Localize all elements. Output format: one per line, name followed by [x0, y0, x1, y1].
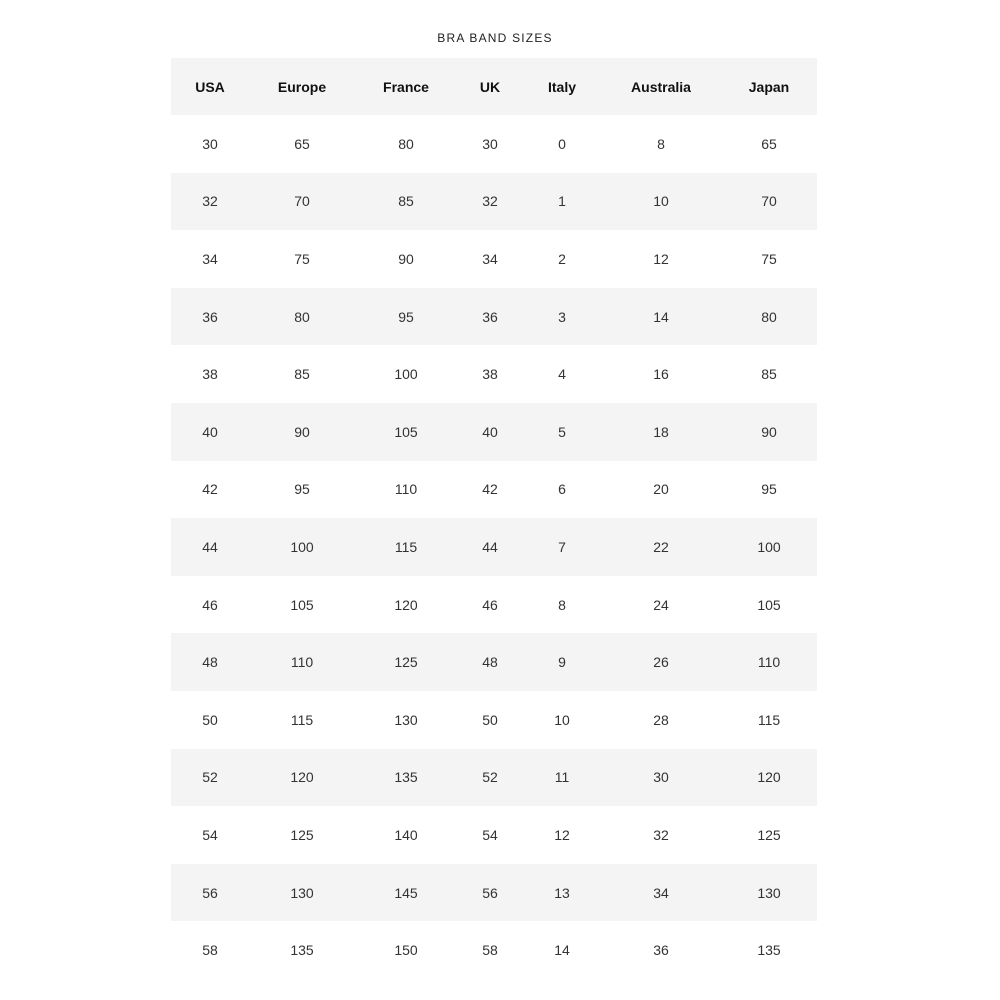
- column-header-france: France: [383, 78, 429, 95]
- cell-usa: 44: [202, 538, 218, 555]
- cell-usa: 46: [202, 596, 218, 613]
- cell-japan: 120: [757, 769, 781, 786]
- cell-italy: 10: [554, 711, 570, 728]
- cell-uk: 56: [482, 884, 498, 901]
- table-title: BRA BAND SIZES: [437, 31, 553, 45]
- cell-europe: 125: [290, 826, 314, 843]
- cell-europe: 70: [294, 193, 310, 210]
- table-row: [171, 576, 817, 634]
- cell-usa: 58: [202, 942, 218, 959]
- cell-australia: 34: [653, 884, 669, 901]
- cell-italy: 9: [558, 654, 566, 671]
- cell-italy: 4: [558, 366, 566, 383]
- table-row: [171, 806, 817, 864]
- cell-uk: 44: [482, 538, 498, 555]
- cell-usa: 52: [202, 769, 218, 786]
- cell-australia: 28: [653, 711, 669, 728]
- cell-europe: 120: [290, 769, 314, 786]
- cell-europe: 130: [290, 884, 314, 901]
- column-header-usa: USA: [195, 78, 225, 95]
- cell-australia: 16: [653, 366, 669, 383]
- table-row: [171, 345, 817, 403]
- cell-usa: 40: [202, 423, 218, 440]
- cell-europe: 115: [290, 711, 314, 728]
- cell-usa: 36: [202, 308, 218, 325]
- column-header-europe: Europe: [277, 78, 327, 95]
- table-row: [171, 691, 817, 749]
- cell-australia: 20: [653, 481, 669, 498]
- cell-europe: 85: [294, 366, 310, 383]
- cell-japan: 65: [761, 135, 777, 152]
- cell-usa: 38: [202, 366, 218, 383]
- cell-uk: 58: [482, 942, 498, 959]
- cell-italy: 13: [554, 884, 570, 901]
- cell-uk: 34: [482, 250, 498, 267]
- table-row: [171, 173, 817, 231]
- cell-italy: 11: [554, 769, 570, 786]
- cell-france: 110: [394, 481, 418, 498]
- cell-uk: 30: [482, 135, 498, 152]
- table-row: [171, 403, 817, 461]
- cell-australia: 36: [653, 942, 669, 959]
- cell-france: 100: [394, 366, 418, 383]
- cell-france: 125: [394, 654, 418, 671]
- cell-italy: 14: [554, 942, 570, 959]
- cell-usa: 50: [202, 711, 218, 728]
- cell-japan: 115: [757, 711, 781, 728]
- cell-italy: 5: [558, 423, 566, 440]
- cell-uk: 50: [482, 711, 498, 728]
- cell-france: 85: [398, 193, 414, 210]
- cell-italy: 2: [558, 250, 566, 267]
- cell-australia: 32: [653, 826, 669, 843]
- cell-france: 135: [394, 769, 418, 786]
- cell-usa: 32: [202, 193, 218, 210]
- cell-japan: 95: [761, 481, 777, 498]
- table-row: [171, 749, 817, 807]
- cell-italy: 6: [558, 481, 566, 498]
- cell-uk: 42: [482, 481, 498, 498]
- cell-france: 120: [394, 596, 418, 613]
- table-row: [171, 921, 817, 979]
- bra-band-size-table: [171, 58, 817, 979]
- table-row: [171, 230, 817, 288]
- cell-uk: 36: [482, 308, 498, 325]
- column-header-australia: Australia: [631, 78, 691, 95]
- cell-europe: 105: [290, 596, 314, 613]
- cell-usa: 42: [202, 481, 218, 498]
- cell-europe: 95: [294, 481, 310, 498]
- column-header-uk: UK: [479, 78, 501, 95]
- cell-japan: 75: [761, 250, 777, 267]
- cell-uk: 38: [482, 366, 498, 383]
- cell-uk: 32: [482, 193, 498, 210]
- cell-australia: 10: [653, 193, 669, 210]
- cell-uk: 52: [482, 769, 498, 786]
- cell-europe: 90: [294, 423, 310, 440]
- column-header-italy: Italy: [547, 78, 576, 95]
- cell-japan: 125: [757, 826, 781, 843]
- cell-australia: 24: [653, 596, 669, 613]
- cell-uk: 40: [482, 423, 498, 440]
- cell-usa: 54: [202, 826, 218, 843]
- table-header-row: [171, 58, 817, 115]
- cell-japan: 70: [761, 193, 777, 210]
- cell-france: 140: [394, 826, 418, 843]
- cell-france: 150: [394, 942, 418, 959]
- cell-europe: 75: [294, 250, 310, 267]
- cell-usa: 56: [202, 884, 218, 901]
- cell-france: 145: [394, 884, 418, 901]
- cell-europe: 110: [290, 654, 314, 671]
- cell-australia: 14: [653, 308, 669, 325]
- cell-australia: 26: [653, 654, 669, 671]
- cell-italy: 3: [558, 308, 566, 325]
- cell-uk: 46: [482, 596, 498, 613]
- cell-europe: 80: [294, 308, 310, 325]
- cell-italy: 12: [554, 826, 570, 843]
- cell-italy: 7: [558, 538, 566, 555]
- table-row: [171, 115, 817, 173]
- cell-australia: 22: [653, 538, 669, 555]
- cell-uk: 54: [482, 826, 498, 843]
- table-row: [171, 461, 817, 519]
- cell-japan: 110: [757, 654, 781, 671]
- cell-europe: 100: [290, 538, 314, 555]
- cell-usa: 34: [202, 250, 218, 267]
- cell-japan: 130: [757, 884, 781, 901]
- cell-australia: 18: [653, 423, 669, 440]
- cell-japan: 135: [757, 942, 781, 959]
- cell-france: 130: [394, 711, 418, 728]
- cell-usa: 48: [202, 654, 218, 671]
- cell-australia: 8: [657, 135, 665, 152]
- cell-france: 115: [394, 538, 418, 555]
- cell-japan: 100: [757, 538, 781, 555]
- cell-japan: 105: [757, 596, 781, 613]
- cell-italy: 0: [558, 135, 566, 152]
- table-body: [171, 115, 817, 979]
- cell-europe: 135: [290, 942, 314, 959]
- cell-japan: 85: [761, 366, 777, 383]
- cell-france: 105: [394, 423, 418, 440]
- table-row: [171, 864, 817, 922]
- cell-japan: 80: [761, 308, 777, 325]
- cell-france: 90: [398, 250, 414, 267]
- cell-italy: 8: [558, 596, 566, 613]
- cell-italy: 1: [558, 193, 566, 210]
- cell-europe: 65: [294, 135, 310, 152]
- cell-usa: 30: [202, 135, 218, 152]
- cell-japan: 90: [761, 423, 777, 440]
- table-row: [171, 518, 817, 576]
- cell-france: 80: [398, 135, 414, 152]
- cell-australia: 30: [653, 769, 669, 786]
- column-header-japan: Japan: [748, 78, 790, 95]
- cell-australia: 12: [653, 250, 669, 267]
- cell-uk: 48: [482, 654, 498, 671]
- cell-france: 95: [398, 308, 414, 325]
- table-row: [171, 288, 817, 346]
- table-row: [171, 633, 817, 691]
